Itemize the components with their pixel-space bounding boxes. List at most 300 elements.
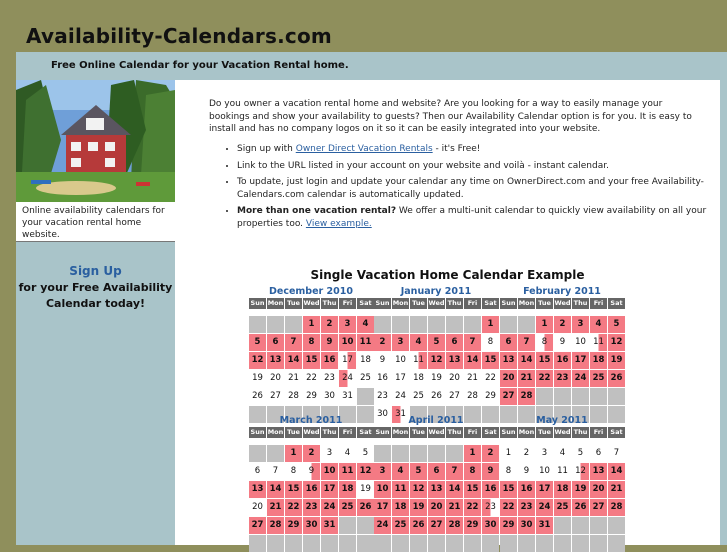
day-cell: 19 — [357, 481, 374, 498]
day-cell: 9 — [482, 463, 499, 480]
month-title: April 2011 — [408, 415, 464, 426]
weekday-header: Mon — [518, 428, 535, 436]
day-cell: 13 — [428, 481, 445, 498]
day-cell: 28 — [608, 499, 625, 516]
weekday-header: Sat — [357, 427, 374, 438]
day-cell: 17 — [339, 352, 356, 369]
day-cell: 3 — [392, 334, 409, 351]
empty-cell — [500, 316, 517, 333]
day-cell: 29 — [500, 517, 517, 534]
calendar-month — [500, 414, 624, 552]
empty-cell — [572, 535, 589, 552]
day-cell: 25 — [392, 517, 409, 534]
day-cell: 12 — [249, 352, 266, 369]
day-cell: 7 — [518, 334, 535, 351]
weekday-header: Wed — [303, 428, 320, 436]
day-cell: 25 — [339, 499, 356, 516]
day-cell: 3 — [536, 445, 553, 462]
day-cell: 26 — [428, 388, 445, 405]
day-cell: 17 — [572, 352, 589, 369]
day-cell: 17 — [321, 481, 338, 498]
day-cell: 18 — [392, 499, 409, 516]
day-cell: 28 — [267, 517, 284, 534]
empty-cell — [267, 445, 284, 462]
day-cell: 28 — [446, 517, 463, 534]
intro-paragraph: Do you owner a vacation rental home and website? Are you looking for a way to easily manage your bookings and show your availability to guests? Then our Availability Calendar option is for you. It is easy to install and has no company logos on it so it can be easily integrated into your website. — [209, 99, 692, 134]
weekday-header: Wed — [303, 299, 320, 307]
day-cell: 20 — [249, 499, 266, 516]
day-cell: 22 — [303, 370, 320, 387]
day-cell: 27 — [428, 517, 445, 534]
day-cell: 17 — [392, 370, 409, 387]
day-cell: 16 — [374, 370, 391, 387]
day-cell: 15 — [536, 352, 553, 369]
day-cell: 18 — [339, 481, 356, 498]
empty-cell — [392, 316, 409, 333]
photo-caption: Online availability calendars for your vacation rental home website. — [16, 202, 175, 242]
day-cell: 9 — [518, 463, 535, 480]
day-cell: 12 — [608, 334, 625, 351]
empty-cell — [357, 535, 374, 552]
day-cell: 29 — [285, 517, 302, 534]
weekday-header: Wed — [428, 299, 445, 307]
day-cell: 9 — [374, 352, 391, 369]
day-cell: 28 — [285, 388, 302, 405]
empty-cell — [267, 316, 284, 333]
day-cell: 8 — [303, 334, 320, 351]
month-title: December 2010 — [269, 286, 353, 297]
day-cell: 18 — [357, 352, 374, 369]
day-cell: 9 — [303, 463, 320, 480]
day-cell: 1 — [500, 445, 517, 462]
day-cell: 20 — [428, 499, 445, 516]
main-content — [175, 80, 720, 545]
day-cell: 1 — [536, 316, 553, 333]
day-cell: 22 — [482, 370, 499, 387]
day-cell: 12 — [572, 463, 589, 480]
day-cell: 16 — [554, 352, 571, 369]
empty-cell — [410, 445, 427, 462]
calendar-title: Single Vacation Home Calendar Example — [310, 268, 585, 282]
day-cell: 11 — [590, 334, 607, 351]
empty-cell — [464, 535, 481, 552]
empty-cell — [608, 517, 625, 534]
day-cell: 6 — [590, 445, 607, 462]
day-cell: 6 — [249, 463, 266, 480]
day-cell: 15 — [303, 352, 320, 369]
calendar-month — [249, 414, 373, 552]
day-cell: 7 — [608, 445, 625, 462]
day-cell: 15 — [482, 352, 499, 369]
calendar-month — [249, 285, 373, 423]
empty-cell — [446, 445, 463, 462]
empty-cell — [249, 535, 266, 552]
month-grid — [374, 427, 498, 552]
weekday-header: Tue — [536, 427, 553, 438]
day-cell: 1 — [303, 316, 320, 333]
day-cell: 24 — [321, 499, 338, 516]
day-cell: 25 — [590, 370, 607, 387]
day-cell: 12 — [357, 463, 374, 480]
day-cell: 13 — [249, 481, 266, 498]
day-cell: 2 — [554, 316, 571, 333]
weekday-header: Sun — [375, 428, 390, 436]
day-cell: 8 — [285, 463, 302, 480]
vacation-home-photo — [16, 80, 175, 202]
weekday-header: Mon — [392, 299, 409, 307]
day-cell: 18 — [410, 370, 427, 387]
weekday-header: Sun — [250, 299, 265, 307]
day-cell: 7 — [446, 463, 463, 480]
signup-box — [16, 263, 175, 312]
day-cell: 24 — [374, 517, 391, 534]
day-cell: 9 — [554, 334, 571, 351]
weekday-header: Sun — [375, 299, 390, 307]
day-cell: 26 — [608, 370, 625, 387]
day-cell: 19 — [572, 481, 589, 498]
day-cell: 4 — [357, 316, 374, 333]
empty-cell — [446, 535, 463, 552]
month-grid — [500, 298, 624, 423]
day-cell: 10 — [321, 463, 338, 480]
empty-cell — [536, 388, 553, 405]
day-cell: 23 — [554, 370, 571, 387]
day-cell: 18 — [554, 481, 571, 498]
weekday-header: Wed — [554, 299, 571, 307]
day-cell: 23 — [303, 499, 320, 516]
day-cell: 10 — [374, 481, 391, 498]
day-cell: 30 — [518, 517, 535, 534]
day-cell: 11 — [339, 463, 356, 480]
month-grid — [500, 427, 624, 552]
day-cell: 3 — [339, 316, 356, 333]
day-cell: 2 — [518, 445, 535, 462]
day-cell: 4 — [590, 316, 607, 333]
empty-cell — [392, 445, 409, 462]
day-cell: 6 — [267, 334, 284, 351]
day-cell: 27 — [267, 388, 284, 405]
day-cell: 2 — [374, 334, 391, 351]
day-cell: 5 — [572, 445, 589, 462]
month-title: February 2011 — [523, 286, 601, 297]
empty-cell — [482, 535, 499, 552]
empty-cell — [590, 517, 607, 534]
day-cell: 29 — [303, 388, 320, 405]
day-cell: 3 — [374, 463, 391, 480]
list-item: • Link to the URL listed in your account on your website and voilà - instant calendar. — [237, 160, 707, 173]
weekday-header: Tue — [410, 298, 427, 309]
empty-cell — [357, 517, 374, 534]
list-item: • More than one vacation rental? We offer a multi-unit calendar to quickly view availability on all your properties too. View example. — [237, 205, 707, 230]
day-cell: 21 — [446, 499, 463, 516]
calendar-month — [374, 414, 498, 552]
day-cell: 8 — [464, 463, 481, 480]
weekday-header: Sat — [482, 427, 499, 438]
empty-cell — [428, 316, 445, 333]
day-cell: 21 — [464, 370, 481, 387]
day-cell: 13 — [446, 352, 463, 369]
weekday-header: Mon — [267, 299, 284, 307]
empty-cell — [554, 517, 571, 534]
weekday-header: Fri — [339, 298, 356, 309]
empty-cell — [410, 316, 427, 333]
calendar-month — [374, 285, 498, 423]
empty-cell — [339, 535, 356, 552]
day-cell: 1 — [285, 445, 302, 462]
day-cell: 29 — [464, 517, 481, 534]
day-cell: 27 — [590, 499, 607, 516]
day-cell: 9 — [321, 334, 338, 351]
weekday-header: Sun — [250, 428, 265, 436]
month-grid — [374, 298, 498, 423]
weekday-header: Tue — [285, 298, 302, 309]
day-cell: 24 — [536, 499, 553, 516]
weekday-header: Mon — [267, 428, 284, 436]
day-cell: 6 — [500, 334, 517, 351]
day-cell: 1 — [482, 316, 499, 333]
weekday-header: Thu — [573, 299, 588, 307]
day-cell: 13 — [590, 463, 607, 480]
day-cell: 31 — [321, 517, 338, 534]
day-cell: 22 — [464, 499, 481, 516]
day-cell: 27 — [446, 388, 463, 405]
empty-cell — [428, 535, 445, 552]
day-cell: 8 — [536, 334, 553, 351]
day-cell: 21 — [285, 370, 302, 387]
day-cell: 14 — [464, 352, 481, 369]
day-cell: 30 — [374, 406, 391, 423]
empty-cell — [608, 535, 625, 552]
day-cell: 26 — [410, 517, 427, 534]
day-cell: 3 — [572, 316, 589, 333]
day-cell: 30 — [321, 388, 338, 405]
empty-cell — [249, 316, 266, 333]
day-cell: 8 — [500, 463, 517, 480]
empty-cell — [249, 445, 266, 462]
day-cell: 15 — [500, 481, 517, 498]
tagline-bar — [16, 52, 727, 80]
sidebar — [16, 80, 175, 545]
day-cell: 26 — [572, 499, 589, 516]
day-cell: 10 — [536, 463, 553, 480]
day-cell: 23 — [374, 388, 391, 405]
day-cell: 10 — [572, 334, 589, 351]
list-item: • Sign up with Owner Direct Vacation Rentals - it's Free! — [237, 143, 707, 156]
day-cell: 31 — [536, 517, 553, 534]
month-title: March 2011 — [279, 415, 343, 426]
empty-cell — [392, 535, 409, 552]
day-cell: 23 — [321, 370, 338, 387]
weekday-header: Sat — [482, 298, 499, 309]
weekday-header: Fri — [590, 427, 607, 438]
empty-cell — [374, 535, 391, 552]
day-cell: 11 — [410, 352, 427, 369]
empty-cell — [572, 388, 589, 405]
day-cell: 11 — [392, 481, 409, 498]
day-cell: 30 — [482, 517, 499, 534]
day-cell: 21 — [267, 499, 284, 516]
month-grid — [249, 427, 373, 552]
day-cell: 19 — [428, 370, 445, 387]
empty-cell — [446, 316, 463, 333]
month-grid — [249, 298, 373, 423]
feature-list — [223, 143, 707, 234]
day-cell: 5 — [428, 334, 445, 351]
day-cell: 10 — [339, 334, 356, 351]
day-cell: 24 — [572, 370, 589, 387]
day-cell: 25 — [410, 388, 427, 405]
day-cell: 14 — [608, 463, 625, 480]
day-cell: 14 — [446, 481, 463, 498]
weekday-header: Sat — [608, 298, 625, 309]
day-cell: 4 — [392, 463, 409, 480]
day-cell: 12 — [410, 481, 427, 498]
owner-direct-link[interactable]: Owner Direct Vacation Rentals — [295, 144, 433, 154]
day-cell: 22 — [536, 370, 553, 387]
empty-cell — [285, 535, 302, 552]
day-cell: 13 — [267, 352, 284, 369]
empty-cell — [518, 535, 535, 552]
day-cell: 17 — [536, 481, 553, 498]
day-cell: 20 — [500, 370, 517, 387]
day-cell: 8 — [482, 334, 499, 351]
day-cell: 27 — [500, 388, 517, 405]
day-cell: 19 — [410, 499, 427, 516]
day-cell: 20 — [446, 370, 463, 387]
day-cell: 4 — [339, 445, 356, 462]
day-cell: 17 — [374, 499, 391, 516]
right-strip — [720, 80, 727, 545]
day-cell: 26 — [249, 388, 266, 405]
day-cell: 5 — [357, 445, 374, 462]
list-item: • To update, just login and update your calendar any time on OwnerDirect.com and your free Availability-Calendars.com calendar is automatically updated. — [237, 176, 707, 201]
day-cell: 24 — [339, 370, 356, 387]
day-cell: 13 — [500, 352, 517, 369]
weekday-header: Sun — [501, 299, 516, 307]
weekday-header: Tue — [410, 427, 427, 438]
day-cell: 16 — [303, 481, 320, 498]
weekday-header: Fri — [339, 427, 356, 438]
day-cell: 3 — [321, 445, 338, 462]
day-cell: 1 — [464, 445, 481, 462]
empty-cell — [500, 535, 517, 552]
day-cell: 19 — [249, 370, 266, 387]
empty-cell — [536, 535, 553, 552]
weekday-header: Fri — [590, 298, 607, 309]
weekday-header: Thu — [573, 428, 588, 436]
day-cell: 30 — [303, 517, 320, 534]
empty-cell — [374, 316, 391, 333]
day-cell: 31 — [392, 406, 409, 423]
signup-line-1: for your Free Availability — [18, 281, 173, 294]
day-cell: 11 — [357, 334, 374, 351]
weekday-header: Tue — [536, 298, 553, 309]
signup-link[interactable]: Sign Up — [69, 264, 122, 278]
day-cell: 4 — [410, 334, 427, 351]
weekday-header: Thu — [447, 299, 462, 307]
site-title[interactable]: Availability-Calendars.com — [26, 24, 332, 48]
day-cell: 26 — [357, 499, 374, 516]
day-cell: 23 — [482, 499, 499, 516]
day-cell: 23 — [518, 499, 535, 516]
day-cell: 16 — [321, 352, 338, 369]
day-cell: 21 — [518, 370, 535, 387]
day-cell: 10 — [392, 352, 409, 369]
weekday-header: Sat — [608, 427, 625, 438]
empty-cell — [321, 535, 338, 552]
day-cell: 16 — [482, 481, 499, 498]
day-cell: 5 — [249, 334, 266, 351]
weekday-header: Thu — [447, 428, 462, 436]
empty-cell — [339, 517, 356, 534]
empty-cell — [554, 535, 571, 552]
day-cell: 18 — [590, 352, 607, 369]
day-cell: 7 — [285, 334, 302, 351]
weekday-header: Sat — [357, 298, 374, 309]
day-cell: 21 — [608, 481, 625, 498]
empty-cell — [267, 535, 284, 552]
weekday-header: Fri — [464, 298, 481, 309]
day-cell: 15 — [464, 481, 481, 498]
empty-cell — [572, 517, 589, 534]
tagline: Free Online Calendar for your Vacation Rental home. — [51, 60, 349, 71]
empty-cell — [428, 445, 445, 462]
day-cell: 5 — [608, 316, 625, 333]
weekday-header: Sun — [501, 428, 516, 436]
day-cell: 15 — [285, 481, 302, 498]
day-cell: 5 — [410, 463, 427, 480]
day-cell: 11 — [554, 463, 571, 480]
view-example-link[interactable]: View example. — [305, 218, 372, 229]
site-header — [16, 0, 727, 52]
day-cell: 27 — [249, 517, 266, 534]
day-cell: 14 — [518, 352, 535, 369]
day-cell: 24 — [392, 388, 409, 405]
empty-cell — [285, 316, 302, 333]
weekday-header: Fri — [464, 427, 481, 438]
empty-cell — [410, 535, 427, 552]
calendar-month — [500, 285, 624, 423]
day-cell: 14 — [267, 481, 284, 498]
weekday-header: Mon — [518, 299, 535, 307]
day-cell: 2 — [321, 316, 338, 333]
month-title: January 2011 — [400, 286, 472, 297]
empty-cell — [374, 445, 391, 462]
day-cell: 4 — [554, 445, 571, 462]
empty-cell — [357, 388, 374, 405]
empty-cell — [518, 316, 535, 333]
empty-cell — [554, 388, 571, 405]
day-cell: 29 — [482, 388, 499, 405]
weekday-header: Thu — [322, 299, 337, 307]
day-cell: 7 — [267, 463, 284, 480]
empty-cell — [303, 535, 320, 552]
day-cell: 6 — [428, 463, 445, 480]
weekday-header: Tue — [285, 427, 302, 438]
month-title: May 2011 — [536, 415, 588, 426]
day-cell: 20 — [590, 481, 607, 498]
day-cell: 14 — [285, 352, 302, 369]
weekday-header: Wed — [554, 428, 571, 436]
day-cell: 28 — [518, 388, 535, 405]
empty-cell — [464, 316, 481, 333]
day-cell: 25 — [554, 499, 571, 516]
signup-line-2: Calendar today! — [45, 297, 146, 310]
day-cell: 12 — [428, 352, 445, 369]
empty-cell — [608, 388, 625, 405]
day-cell: 20 — [267, 370, 284, 387]
weekday-header: Mon — [392, 428, 409, 436]
